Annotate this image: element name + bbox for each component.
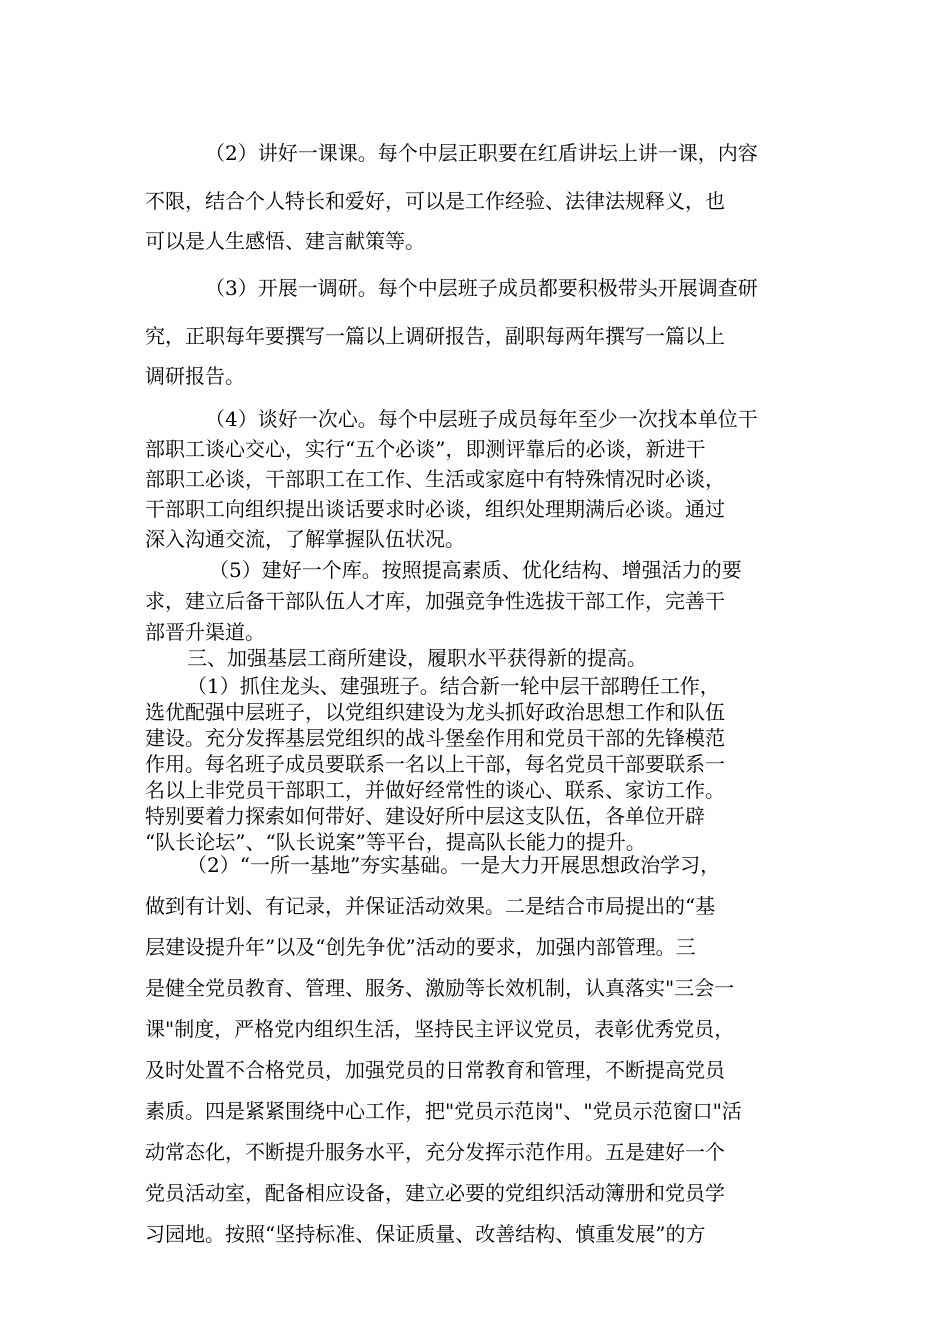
text-line: 动常态化，不断提升服务水平，充分发挥示范作用。五是建好一个 <box>145 1140 725 1164</box>
text-line: （4）谈好一次心。每个中层班子成员每年至少一次找本单位干 <box>205 407 758 431</box>
text-line: “队长论坛”、“队长说案”等平台，提高队长能力的提升。 <box>145 830 646 854</box>
text-line: 调研报告。 <box>145 364 245 388</box>
text-line: 不限，结合个人特长和爱好，可以是工作经验、法律法规释义，也 <box>145 189 725 213</box>
text-line: 建设。充分发挥基层党组织的战斗堡垒作用和党员干部的先锋模范 <box>145 726 725 750</box>
text-line: 部职工必谈，干部职工在工作、生活或家庭中有特殊情况时必谈， <box>145 467 725 491</box>
text-line: 部职工谈心交心，实行“五个必谈”，即测评靠后的必谈，新进干 <box>145 437 706 461</box>
paragraph-base-foundation <box>145 845 810 1255</box>
text-line: 求，建立后备干部队伍人才库，加强竞争性选拔干部工作，完善干 <box>145 589 725 613</box>
text-line: 素质。四是紧紧围绕中心工作，把"党员示范岗"、"党员示范窗口"活 <box>145 1099 742 1123</box>
text-line: 可以是人生感悟、建言献策等。 <box>145 229 425 253</box>
text-line: 层建设提升年”以及“创先争优”活动的要求，加强内部管理。三 <box>145 935 696 959</box>
text-line: 及时处置不合格党员，加强党员的日常教育和管理，不断提高党员 <box>145 1058 725 1082</box>
paragraph-research <box>145 268 810 396</box>
text-line: 作用。每名班子成员要联系一名以上干部，每名党员干部要联系一 <box>145 752 725 776</box>
paragraph-talent-pool <box>145 555 810 648</box>
paragraph-heart-talk <box>145 404 810 554</box>
text-line: 做到有计划、有记录，并保证活动效果。二是结合市局提出的“基 <box>145 894 716 918</box>
section-heading <box>145 645 810 671</box>
text-line: 是健全党员教育、管理、服务、激励等长效机制，认真落实"三会一 <box>145 976 735 1000</box>
text-line: 特别要着力探索如何带好、建设好所中层这支队伍，各单位开辟 <box>145 804 705 828</box>
text-line: 党员活动室，配备相应设备，建立必要的党组织活动簿册和党员学 <box>145 1181 725 1205</box>
text-line: （2）讲好一课课。每个中层正职要在红盾讲坛上讲一课，内容 <box>205 141 758 165</box>
text-line: 干部职工向组织提出谈话要求时必谈，组织处理期满后必谈。通过 <box>145 497 725 521</box>
text-line: （3）开展一调研。每个中层班子成员都要积极带头开展调查研 <box>205 276 758 300</box>
text-line: （1）抓住龙头、建强班子。结合新一轮中层干部聘任工作， <box>187 674 720 698</box>
text-line: 部晋升渠道。 <box>145 620 265 644</box>
text-line: 深入沟通交流，了解掌握队伍状况。 <box>145 527 465 551</box>
text-line: （5）建好一个库。按照提高素质、优化结构、增强活力的要 <box>209 558 742 582</box>
text-line: 习园地。按照“坚持标准、保证质量、改善结构、慎重发展”的方 <box>145 1222 706 1246</box>
paragraph-leadership <box>145 673 810 855</box>
text-line: 名以上非党员干部职工，并做好经常性的谈心、联系、家访工作。 <box>145 778 725 802</box>
paragraph-lecture <box>145 133 810 261</box>
text-line: 究，正职每年要撰写一篇以上调研报告，副职每两年撰写一篇以上 <box>145 324 725 348</box>
text-line: 选优配强中层班子，以党组织建设为龙头抓好政治思想工作和队伍 <box>145 700 725 724</box>
text-line: （2）“一所一基地”夯实基础。一是大力开展思想政治学习， <box>187 853 721 877</box>
text-line: 三、加强基层工商所建设，履职水平获得新的提高。 <box>187 646 647 670</box>
text-line: 课"制度，严格党内组织生活，坚持民主评议党员，表彰优秀党员， <box>145 1017 735 1041</box>
